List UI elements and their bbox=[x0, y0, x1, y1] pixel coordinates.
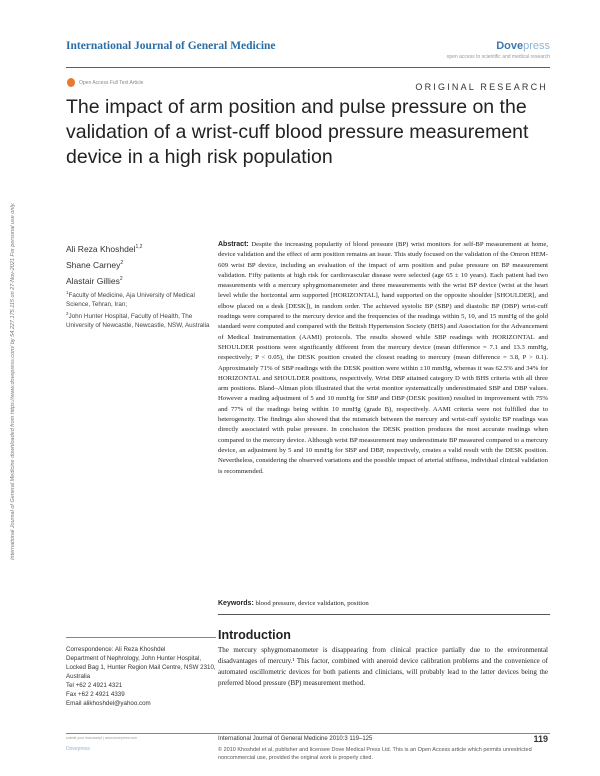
affiliation-sup: 2 bbox=[66, 311, 69, 317]
keywords bbox=[218, 600, 548, 607]
keywords-text: blood pressure, device validation, position bbox=[255, 600, 369, 607]
correspondence-rule bbox=[66, 637, 216, 638]
affiliation-item bbox=[66, 288, 214, 309]
affiliation-text: John Hunter Hospital, Faculty of Health, The University of Newcastle, Newcastle, NSW, Australia bbox=[66, 313, 210, 330]
affiliation-sup: 1 bbox=[66, 290, 69, 295]
header-rule bbox=[66, 67, 550, 68]
author-name: Ali Reza Khoshdel bbox=[66, 243, 136, 254]
publisher-logo bbox=[496, 40, 550, 52]
author-sup: 2 bbox=[119, 275, 123, 282]
journal-name: International Journal of General Medicine bbox=[66, 40, 276, 52]
correspondence-block bbox=[66, 645, 216, 708]
side-note-text: International Journal of General Medicine downloaded from https://www.dovepress.com/ by 54.227.175.115 on 27-Nov-2021 For personal use only. bbox=[10, 202, 16, 560]
page-number: 119 bbox=[533, 734, 548, 744]
author-sup: 2 bbox=[120, 259, 124, 266]
footer-submit-link[interactable]: submit your manuscript | www.dovepress.com bbox=[66, 736, 138, 740]
article-type: ORIGINAL RESEARCH bbox=[415, 82, 548, 92]
side-download-note bbox=[4, 130, 34, 590]
correspondence-tel: Tel +62 2 4921 4321 bbox=[66, 682, 123, 689]
abstract bbox=[218, 240, 548, 477]
publisher-logo-a: Dove bbox=[496, 40, 524, 52]
article-title: The impact of arm position and pulse pressure on the validation of a wrist-cuff blood pressure measurement device in a high risk population bbox=[66, 96, 529, 168]
correspondence-address: Department of Nephrology, John Hunter Hospital, Locked Bag 1, Hunter Region Mail Centre, NSW 2310, Australia bbox=[66, 655, 216, 680]
affiliation-text: Faculty of Medicine, Aja University of Medical Science, Tehran, Iran; bbox=[66, 292, 195, 309]
affiliation-item bbox=[66, 309, 214, 330]
keywords-label: Keywords: bbox=[218, 600, 254, 607]
footer-journal-ref: International Journal of General Medicine 2010:3 119–125 bbox=[218, 736, 373, 742]
publisher-tagline: open access to scientific and medical research bbox=[446, 54, 550, 60]
publisher-logo-b: press bbox=[523, 40, 550, 52]
correspondence-fax: Fax +62 2 4921 4339 bbox=[66, 691, 125, 698]
author-item bbox=[66, 272, 142, 288]
section-rule bbox=[218, 614, 550, 615]
footer-copyright: © 2010 Khoshdel et al, publisher and licensee Dove Medical Press Ltd. This is an Open Access article which permits unrestricted noncommercial use, provided the original work is properly cited. bbox=[218, 747, 532, 761]
open-access-icon bbox=[67, 78, 75, 87]
author-list bbox=[66, 240, 142, 287]
abstract-text: Despite the increasing popularity of blood pressure (BP) wrist monitors for self-BP measurement at home, device validation and the effect of arm position remains an issue. This study focused on the validation of the Omron HEM-609 wrist BP device, including an evaluation of the impact of arm position and pulse pressure on BP measurement validation. Fifty patients at high risk for cardiovascular disease were selected (age 65 ± 10 years). Each patient had two measurements with a mercury sphygmomanometer and three measurements with the wrist BP device (wrist at the heart level while the horizontal arm supported [HORIZONTAL], hand supported on the opposite shoulder [SHOULDER], and elbow placed on a desk [DESK]), in random order. The achieved systolic BP (SBP) and diastolic BP (DBP) wrist-cuff readings were compared to the mercury device and the frequencies of the readings within 5, 10, and 15 mmHg of the gold standard were computed and compared with the British Hypertension Society (BHS) and Association for the Advancement of Medical Instrumentation (AAMI) protocols. The results showed while SBP readings with HORIZONTAL and SHOULDER positions were significantly different from the mercury device (mean difference = 7.1 and 13.3 mmHg, respectively; P < 0.05), the DESK position created the closest reading to mercury (mean difference = 3.8, P > 0.1). Approximately 71% of SBP readings with the DESK position were within ±10 mmHg, whereas it was 62.5% and 34% for HORIZONTAL and SHOULDER positions, respectively. Wrist DBP attained category D with BHS criteria with all three arm positions. Bland–Altman plots illustrated that the wrist monitor systematically underestimated SBP and DBP values. However a reading adjustment of 5 and 10 mmHg for SBP and DBP (DESK position) resulted in improvement with 75% and 77% of the readings being within 10 mmHg (grade B), respectively. AAMI criteria were not fulfilled due to heterogeneity. The findings also showed that the mismatch between the mercury and wrist-cuff systolic BP readings was directly associated with pulse pressure. In conclusion the DESK position produces the most accurate readings when compared to the mercury device. Although wrist BP measurement may underestimate BP measured compared to a mercury device, an adjustment by 5 and 10 mmHg for SBP and DBP, respectively, creates a valid result with the DESK position. Nevertheless, considering the observed variations and the possible impact of arterial stiffness, individual clinical validation is recommended. bbox=[218, 241, 548, 475]
introduction-text: The mercury sphygmomanometer is disappearing from clinical practice partially due to the environmental disadvantages of mercury.¹ This factor, combined with aneroid device calibration problems and the convenience of automated oscillometric devices for both patients and clinicians, will probably lead to the latter devices being the preferred blood pressure (BP) measurement method. bbox=[218, 646, 548, 687]
footer-brand: Dovepress bbox=[66, 746, 90, 752]
author-name: Shane Carney bbox=[66, 259, 121, 270]
abstract-label: Abstract: bbox=[218, 241, 249, 248]
author-item bbox=[66, 256, 142, 272]
introduction-heading: Introduction bbox=[218, 628, 291, 642]
author-name: Alastair Gillies bbox=[66, 275, 120, 286]
author-item bbox=[66, 240, 142, 256]
correspondence-name: Correspondence: Ali Reza Khoshdel bbox=[66, 646, 166, 653]
correspondence-email[interactable]: Email alikhoshdel@yahoo.com bbox=[66, 700, 151, 707]
author-sup: 1,2 bbox=[135, 244, 143, 250]
affiliations bbox=[66, 288, 214, 330]
footer-rule bbox=[66, 733, 550, 734]
open-access-label[interactable]: Open Access Full Text Article bbox=[79, 80, 144, 86]
